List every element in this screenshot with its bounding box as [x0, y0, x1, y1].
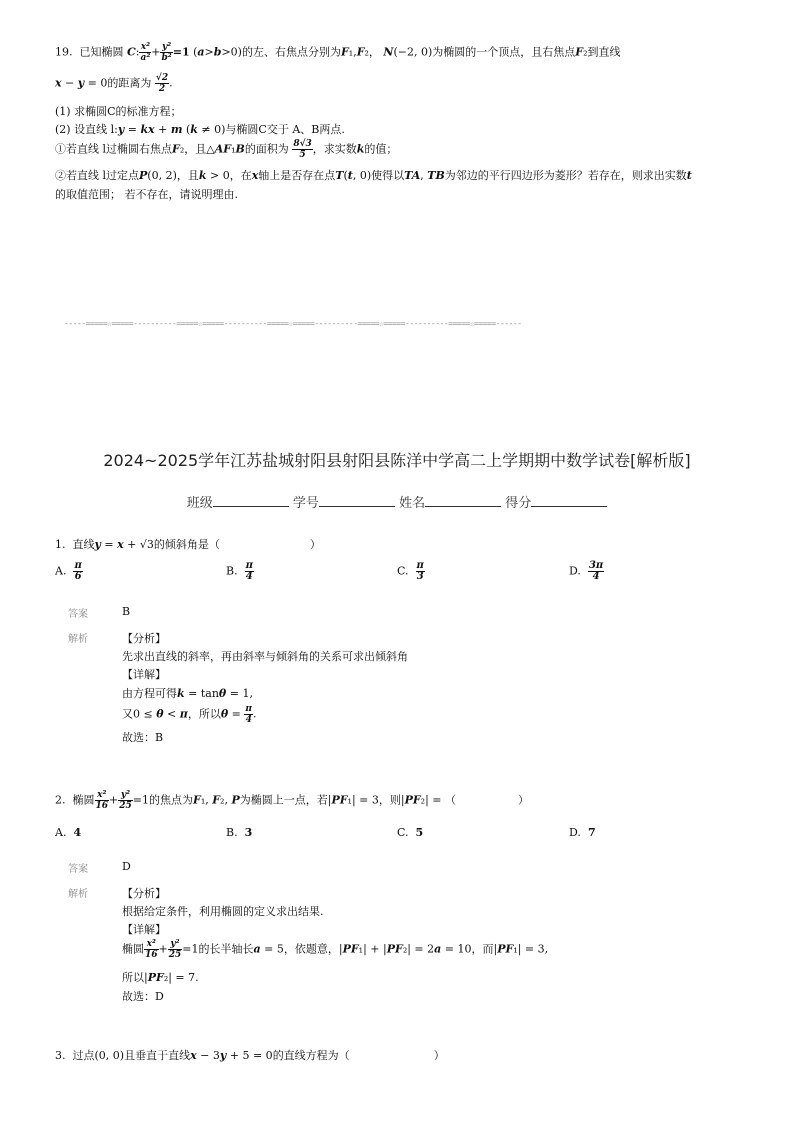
q3-stem: 3. 过点(0, 0)且垂直于直线x − 3y + 5 = 0的直线方程为（ ） — [55, 1049, 445, 1062]
q1-stem: 1. 直线y = x + √3的倾斜角是（ ） — [55, 538, 321, 551]
q2-answer: D — [122, 860, 131, 873]
q19-part2: (2) 设直线 l:y = kx + m (k ≠ 0)与椭圆C交于 A、B两点. — [55, 123, 345, 136]
name-label: 姓名 — [399, 496, 426, 511]
id-blank[interactable] — [319, 494, 395, 507]
q19-sub1: ①若直线 l过椭圆右焦点F₂，且△AF₁B的面积为 $\frac{8√3}{5}$ ，求实数k的值； — [55, 139, 398, 160]
q1-detail-heading: 【详解】 — [122, 668, 166, 681]
q2-option-c[interactable]: C. 5 — [397, 826, 424, 839]
student-info-fields — [0, 492, 794, 511]
q19-part1: (1) 求椭圆C的标准方程； — [55, 105, 182, 118]
class-label: 班级 — [186, 496, 213, 511]
q1-step2: 又0 ≤ θ < π，所以θ = $\frac{\pi}{4}$ . — [122, 704, 257, 725]
q2-conclusion: 故选：D — [122, 990, 164, 1003]
q19-sub2-cont: 的取值范围； 若不存在，请说明理由. — [55, 188, 238, 201]
q2-option-d[interactable]: D. 7 — [569, 826, 596, 839]
q2-step1: 椭圆 $\frac{\text{x²}}{16}$ + $\frac{\text{y²}}{25}$ =1的长半轴长a = 5，依题意，|PF₁| + |PF₂| = 2a = 10，而|PF₁| = 3, — [122, 939, 549, 960]
score-label: 得分 — [505, 496, 532, 511]
q1-analysis-text: 先求出直线的斜率，再由斜率与倾斜角的关系可求出倾斜角 — [122, 650, 408, 663]
q19-sub2: ②若直线 l过定点P(0, 2)，且k > 0，在x轴上是否存在点T(t, 0)使得以TA, TB为邻边的平行四边形为菱形？若存在，则求出实数t — [55, 169, 692, 182]
q1-conclusion: 故选：B — [122, 731, 164, 744]
q2-answer-label: 答案 — [68, 864, 88, 875]
q2-stem: 2. 椭圆 $\frac{\text{x²}}{16}$ + $\frac{\text{y²}}{25}$ =1的焦点为F₁, F₂, P为椭圆上一点，若|PF₁| = 3，则|PF₂| = （ ） — [55, 790, 529, 811]
q1-option-a[interactable]: A. $\frac{\pi}{6}$ — [55, 560, 82, 582]
id-label: 学号 — [292, 496, 319, 511]
q19-line1: 19. 已知椭圆 C: $\frac{\text{x²}}{\text{a²}}$ + $\frac{\text{y²}}{\text{b²}}$ =1 (a>b>0)的左、右焦点分别为F₁,F₂， N(−2, 0)为椭圆的一个顶点，且右焦点F₂到直线 — [55, 42, 621, 63]
q1-option-d[interactable]: D. $\frac{3\pi}{4}$ — [569, 560, 604, 582]
q19-line2: x − y = 0的距离为 $\frac{√2}{2}$ . — [55, 73, 173, 94]
q1-answer: B — [122, 605, 131, 618]
score-blank[interactable] — [531, 494, 607, 507]
q1-answer-label: 答案 — [68, 609, 88, 620]
q2-analysis-text: 根据给定条件，利用椭圆的定义求出结果. — [122, 905, 324, 918]
q19-number: 19. — [55, 45, 73, 59]
q2-analysis-heading: 【分析】 — [122, 887, 166, 900]
page-title: 2024~2025学年江苏盐城射阳县射阳县陈洋中学高二上学期期中数学试卷[解析版] — [103, 451, 691, 470]
q1-option-b[interactable]: B. $\frac{\pi}{4}$ — [226, 560, 253, 582]
q2-step2: 所以|PF₂| = 7. — [122, 971, 199, 984]
section-separator: -----=====☆=====----------=====☆=====----------=====☆=====----------=====☆=====----------=====☆=====------ — [64, 319, 522, 328]
q1-analysis-label: 解析 — [68, 634, 88, 645]
q1-option-c[interactable]: C. $\frac{\pi}{3}$ — [397, 560, 424, 582]
q2-analysis-label: 解析 — [68, 889, 88, 900]
q2-option-b[interactable]: B. 3 — [226, 826, 253, 839]
q2-detail-heading: 【详解】 — [122, 923, 166, 936]
q1-step1: 由方程可得k = tanθ = 1, — [122, 687, 253, 700]
q2-option-a[interactable]: A. 4 — [55, 826, 82, 839]
q1-analysis-heading: 【分析】 — [122, 632, 166, 645]
class-blank[interactable] — [213, 494, 289, 507]
name-blank[interactable] — [425, 494, 501, 507]
